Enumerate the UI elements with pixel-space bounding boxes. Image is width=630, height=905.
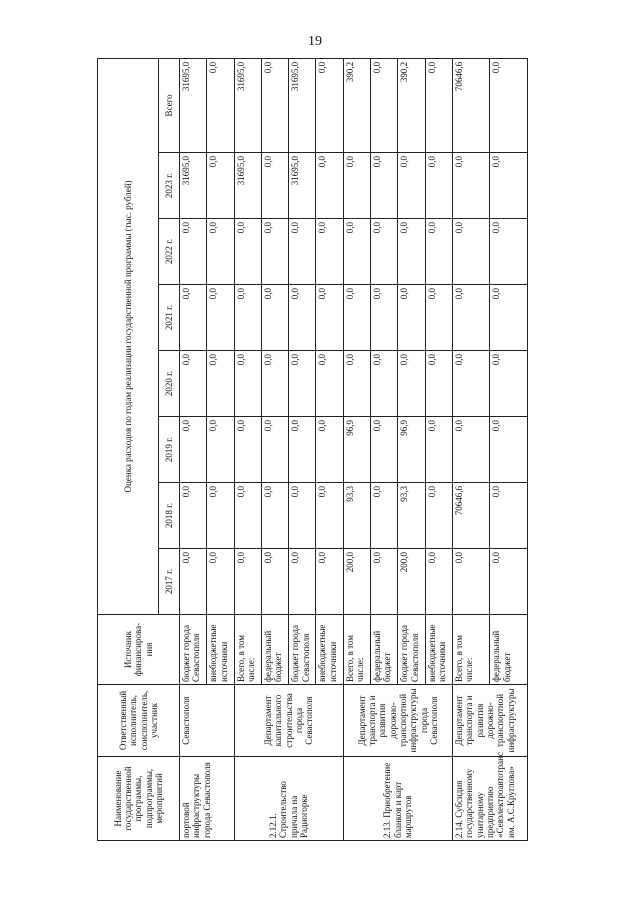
header-responsible: Ответственный исполнитель, соисполнитель, участник [98, 685, 180, 757]
cell-value: 0,0 [234, 351, 261, 417]
table-row [452, 58, 489, 840]
cell-value: 0,0 [261, 549, 288, 615]
header-year: 2018 г. [159, 483, 180, 549]
cell-value: 0,0 [371, 351, 398, 417]
table-row [234, 58, 261, 840]
header-year: 2020 г. [159, 351, 180, 417]
cell-value: 0,0 [490, 549, 528, 615]
cell-value: 0,0 [289, 549, 316, 615]
cell-value: 0,0 [316, 351, 343, 417]
cell-value: 0,0 [343, 351, 370, 417]
cell-source: Всего, в том числе: [234, 615, 261, 685]
cell-total: 0,0 [490, 58, 528, 152]
cell-responsible: Департамент транспорта и развития дорожно-транспортной инфраструктуры [452, 685, 527, 757]
cell-value: 0,0 [490, 417, 528, 483]
cell-source: бюджет города Севастополя [180, 615, 207, 685]
cell-value: 0,0 [316, 285, 343, 351]
header-estimate: Оценка расходов по годам реализации государственной программы (тыс. рублей) [98, 58, 159, 614]
header-total: Всего [159, 58, 180, 152]
cell-value: 96,9 [343, 417, 370, 483]
cell-name: портовой инфраструктуры города Севастополя [180, 757, 235, 841]
cell-value: 0,0 [316, 483, 343, 549]
cell-total: 70646,6 [452, 58, 489, 152]
cell-value: 0,0 [289, 417, 316, 483]
cell-value: 0,0 [207, 549, 234, 615]
cell-value: 0,0 [207, 417, 234, 483]
cell-value: 0,0 [398, 153, 425, 219]
cell-value: 31695,0 [289, 153, 316, 219]
cell-value: 0,0 [234, 549, 261, 615]
cell-value: 0,0 [207, 483, 234, 549]
cell-value: 0,0 [371, 549, 398, 615]
cell-value: 0,0 [398, 351, 425, 417]
cell-value: 0,0 [180, 285, 207, 351]
cell-value: 0,0 [452, 351, 489, 417]
cell-value: 0,0 [452, 285, 489, 351]
cell-value: 0,0 [371, 219, 398, 285]
header-name: Наименование государственной программы, подпрограммы, мероприятий [98, 757, 180, 841]
cell-responsible: Департамент капитального строительства города Севастополя [234, 685, 343, 757]
cell-value: 0,0 [180, 219, 207, 285]
cell-total: 390,2 [343, 58, 370, 152]
cell-total: 31695,0 [180, 58, 207, 152]
cell-value: 0,0 [234, 483, 261, 549]
header-year: 2019 г. [159, 417, 180, 483]
cell-total: 0,0 [371, 58, 398, 152]
header-year: 2023 г. [159, 153, 180, 219]
cell-value: 0,0 [490, 483, 528, 549]
cell-value: 0,0 [316, 417, 343, 483]
cell-value: 0,0 [343, 219, 370, 285]
cell-value: 0,0 [234, 219, 261, 285]
cell-value: 31695,0 [234, 153, 261, 219]
cell-total: 0,0 [261, 58, 288, 152]
cell-value: 200,0 [343, 549, 370, 615]
cell-source: внебюджетные источники [425, 615, 452, 685]
cell-value: 0,0 [261, 483, 288, 549]
cell-name: 2.13. Приобретение бланков и карт маршрутов [343, 757, 452, 841]
cell-value: 0,0 [371, 417, 398, 483]
cell-value: 93,3 [398, 483, 425, 549]
cell-name: 2.14. Субсидия государственному унитарному предприятию «Севэлектроавтотранс им. А.С.Круглова» [452, 757, 527, 841]
cell-value: 0,0 [289, 219, 316, 285]
cell-value: 0,0 [425, 417, 452, 483]
cell-value: 0,0 [316, 549, 343, 615]
cell-value: 200,0 [398, 549, 425, 615]
cell-value: 0,0 [425, 549, 452, 615]
cell-value: 0,0 [261, 153, 288, 219]
cell-value: 0,0 [452, 417, 489, 483]
cell-value: 0,0 [289, 285, 316, 351]
cell-source: федеральный бюджет [261, 615, 288, 685]
cell-value: 0,0 [371, 153, 398, 219]
cell-value: 0,0 [180, 549, 207, 615]
table-row [180, 58, 207, 840]
table-body [180, 58, 528, 840]
cell-total: 390,2 [398, 58, 425, 152]
cell-total: 0,0 [425, 58, 452, 152]
cell-value: 0,0 [425, 351, 452, 417]
cell-value: 0,0 [207, 351, 234, 417]
cell-value: 0,0 [398, 285, 425, 351]
budget-table [97, 58, 528, 841]
cell-value: 96,9 [398, 417, 425, 483]
cell-value: 0,0 [343, 153, 370, 219]
cell-value: 0,0 [207, 285, 234, 351]
cell-total: 31695,0 [234, 58, 261, 152]
budget-table-rotated [97, 59, 528, 841]
cell-value: 0,0 [180, 417, 207, 483]
cell-value: 0,0 [261, 417, 288, 483]
header-year: 2017 г. [159, 549, 180, 615]
cell-responsible: Севастополя [180, 685, 235, 757]
header-year: 2021 г. [159, 285, 180, 351]
cell-value: 0,0 [490, 351, 528, 417]
table-row [343, 58, 370, 840]
cell-value: 0,0 [452, 153, 489, 219]
cell-value: 0,0 [452, 549, 489, 615]
cell-value: 0,0 [425, 483, 452, 549]
cell-source: Всего, в том числе: [343, 615, 370, 685]
cell-value: 0,0 [180, 483, 207, 549]
cell-value: 0,0 [234, 285, 261, 351]
header-source: Источник финансирова-ния [98, 615, 180, 685]
cell-value: 0,0 [234, 417, 261, 483]
cell-value: 0,0 [425, 285, 452, 351]
cell-value: 0,0 [289, 483, 316, 549]
cell-value: 0,0 [452, 219, 489, 285]
cell-value: 0,0 [398, 219, 425, 285]
page-number: 19 [308, 34, 322, 49]
cell-source: федеральный бюджет [371, 615, 398, 685]
cell-value: 0,0 [316, 153, 343, 219]
cell-value: 0,0 [207, 153, 234, 219]
cell-value: 0,0 [371, 483, 398, 549]
cell-source: бюджет города Севастополя [289, 615, 316, 685]
header-year: 2022 г. [159, 219, 180, 285]
cell-value: 0,0 [261, 219, 288, 285]
cell-value: 0,0 [425, 153, 452, 219]
cell-responsible: Департамент транспорта и развития дорожно-транспортной инфраструктуры города Севастополя [343, 685, 452, 757]
cell-name: 2.12.1. Строительство причала на Радиогорке [234, 757, 343, 841]
cell-source: Всего, в том числе: [452, 615, 489, 685]
cell-value: 0,0 [371, 285, 398, 351]
cell-value: 0,0 [261, 351, 288, 417]
cell-value: 0,0 [180, 351, 207, 417]
cell-total: 0,0 [316, 58, 343, 152]
cell-value: 0,0 [207, 219, 234, 285]
cell-value: 0,0 [490, 219, 528, 285]
cell-source: внебюджетные источники [207, 615, 234, 685]
cell-value: 0,0 [425, 219, 452, 285]
cell-value: 0,0 [490, 153, 528, 219]
cell-value: 0,0 [289, 351, 316, 417]
cell-source: бюджет города Севастополя [398, 615, 425, 685]
cell-source: федеральный бюджет [490, 615, 528, 685]
cell-value: 0,0 [343, 285, 370, 351]
cell-value: 0,0 [490, 285, 528, 351]
cell-source: внебюджетные источники [316, 615, 343, 685]
cell-value: 31695,0 [180, 153, 207, 219]
cell-value: 93,3 [343, 483, 370, 549]
cell-value: 0,0 [261, 285, 288, 351]
cell-total: 31695,0 [289, 58, 316, 152]
cell-total: 0,0 [207, 58, 234, 152]
cell-value: 70646,6 [452, 483, 489, 549]
cell-value: 0,0 [316, 219, 343, 285]
